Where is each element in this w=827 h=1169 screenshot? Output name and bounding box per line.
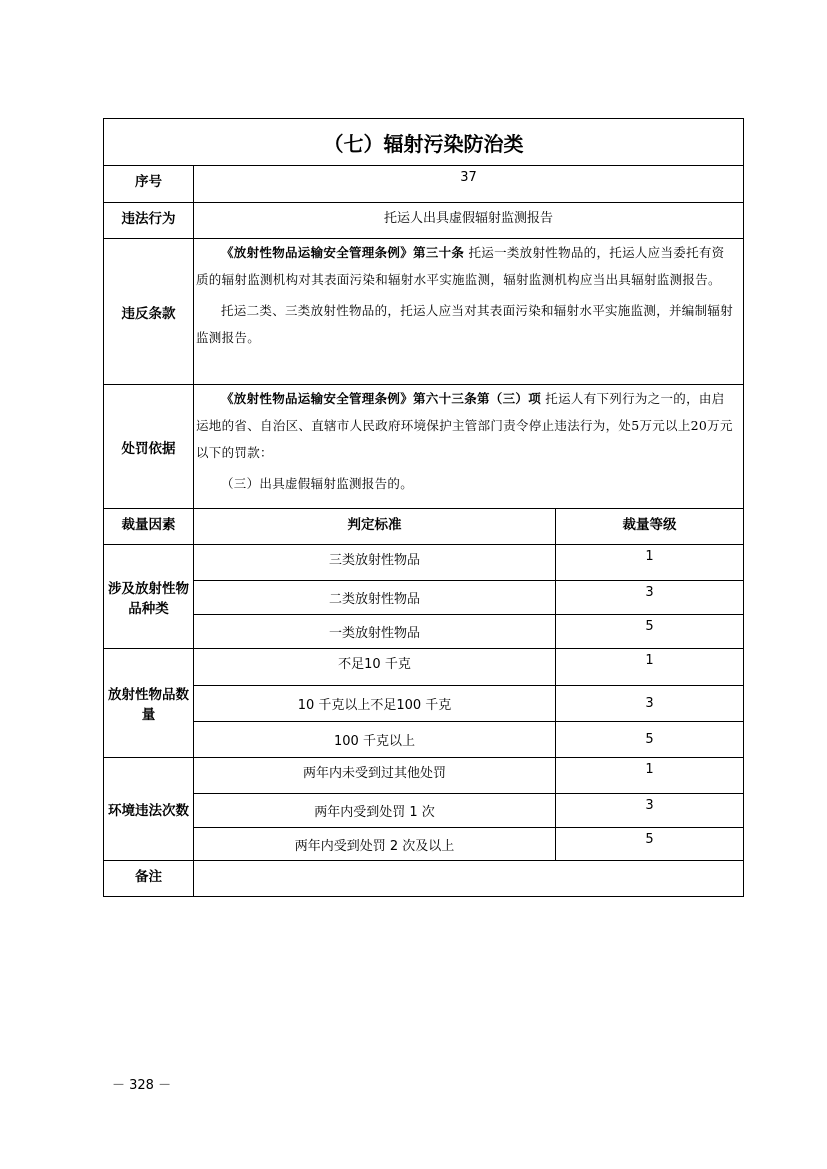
table-row [104, 686, 744, 722]
table-row [104, 758, 744, 794]
basis-row [104, 385, 744, 509]
violation-value: 托运人出具虚假辐射监测报告 [194, 203, 744, 239]
factor-header-col2: 判定标准 [194, 509, 556, 545]
title-row [104, 119, 744, 166]
criterion-cell: 三类放射性物品 [194, 545, 556, 581]
group-name: 环境违法次数 [104, 758, 194, 861]
violation-row [104, 203, 744, 239]
criterion-cell: 两年内受到处罚 1 次 [194, 794, 556, 828]
basis-text-1: 托运人有下列行为之一的，由启运地的省、自治区、直辖市人民政府环境保护主管部门责令停止违法行为，处5万元以上20万元以下的罚款： [196, 391, 733, 460]
basis-label: 处罚依据 [104, 385, 194, 509]
remarks-label: 备注 [104, 861, 194, 897]
level-cell: 3 [556, 581, 744, 615]
clause-content [194, 239, 744, 385]
table-row [104, 545, 744, 581]
level-cell: 5 [556, 722, 744, 758]
level-cell: 5 [556, 615, 744, 649]
level-cell: 3 [556, 794, 744, 828]
clause-text-1: 托运一类放射性物品的，托运人应当委托有资质的辐射监测机构对其表面污染和辐射水平实施监测，辐射监测机构应当出具辐射监测报告。 [196, 245, 725, 287]
level-cell: 1 [556, 545, 744, 581]
level-cell: 3 [556, 686, 744, 722]
remarks-value [194, 861, 744, 897]
level-cell: 1 [556, 758, 744, 794]
criterion-cell: 10 千克以上不足100 千克 [194, 686, 556, 722]
table-row [104, 828, 744, 861]
penalty-table [103, 118, 744, 897]
level-cell: 1 [556, 649, 744, 686]
factor-header-col3: 裁量等级 [556, 509, 744, 545]
group-name: 涉及放射性物品种类 [104, 545, 194, 649]
clause-row [104, 239, 744, 385]
criterion-cell: 两年内受到处罚 2 次及以上 [194, 828, 556, 861]
clause-paragraph-2: 托运二类、三类放射性物品的，托运人应当对其表面污染和辐射水平实施监测，并编制辐射监测报告。 [196, 303, 734, 345]
remarks-row [104, 861, 744, 897]
basis-content [194, 385, 744, 509]
violation-label: 违法行为 [104, 203, 194, 239]
basis-paragraph-2: （三）出具虚假辐射监测报告的。 [221, 476, 414, 491]
criterion-cell: 不足10 千克 [194, 649, 556, 686]
criterion-cell: 二类放射性物品 [194, 581, 556, 615]
criterion-cell: 一类放射性物品 [194, 615, 556, 649]
seq-value: 37 [194, 166, 744, 203]
page-number: － 328 － [112, 1078, 172, 1093]
basis-citation: 《放射性物品运输安全管理条例》第六十三条第（三）项 [221, 391, 542, 406]
clause-paragraph-1 [194, 239, 743, 293]
table-row [104, 794, 744, 828]
clause-label: 违反条款 [104, 239, 194, 385]
section-title: （七）辐射污染防治类 [104, 119, 744, 166]
criterion-cell: 两年内未受到过其他处罚 [194, 758, 556, 794]
group-name: 放射性物品数量 [104, 649, 194, 758]
table-row [104, 615, 744, 649]
clause-citation: 《放射性物品运输安全管理条例》第三十条 [221, 245, 465, 260]
table-row [104, 581, 744, 615]
criterion-cell: 100 千克以上 [194, 722, 556, 758]
seq-row [104, 166, 744, 203]
table-row [104, 649, 744, 686]
basis-paragraph-1 [194, 385, 743, 466]
factor-header-col1: 裁量因素 [104, 509, 194, 545]
factor-header-row [104, 509, 744, 545]
table-row [104, 722, 744, 758]
seq-label: 序号 [104, 166, 194, 203]
level-cell: 5 [556, 828, 744, 861]
